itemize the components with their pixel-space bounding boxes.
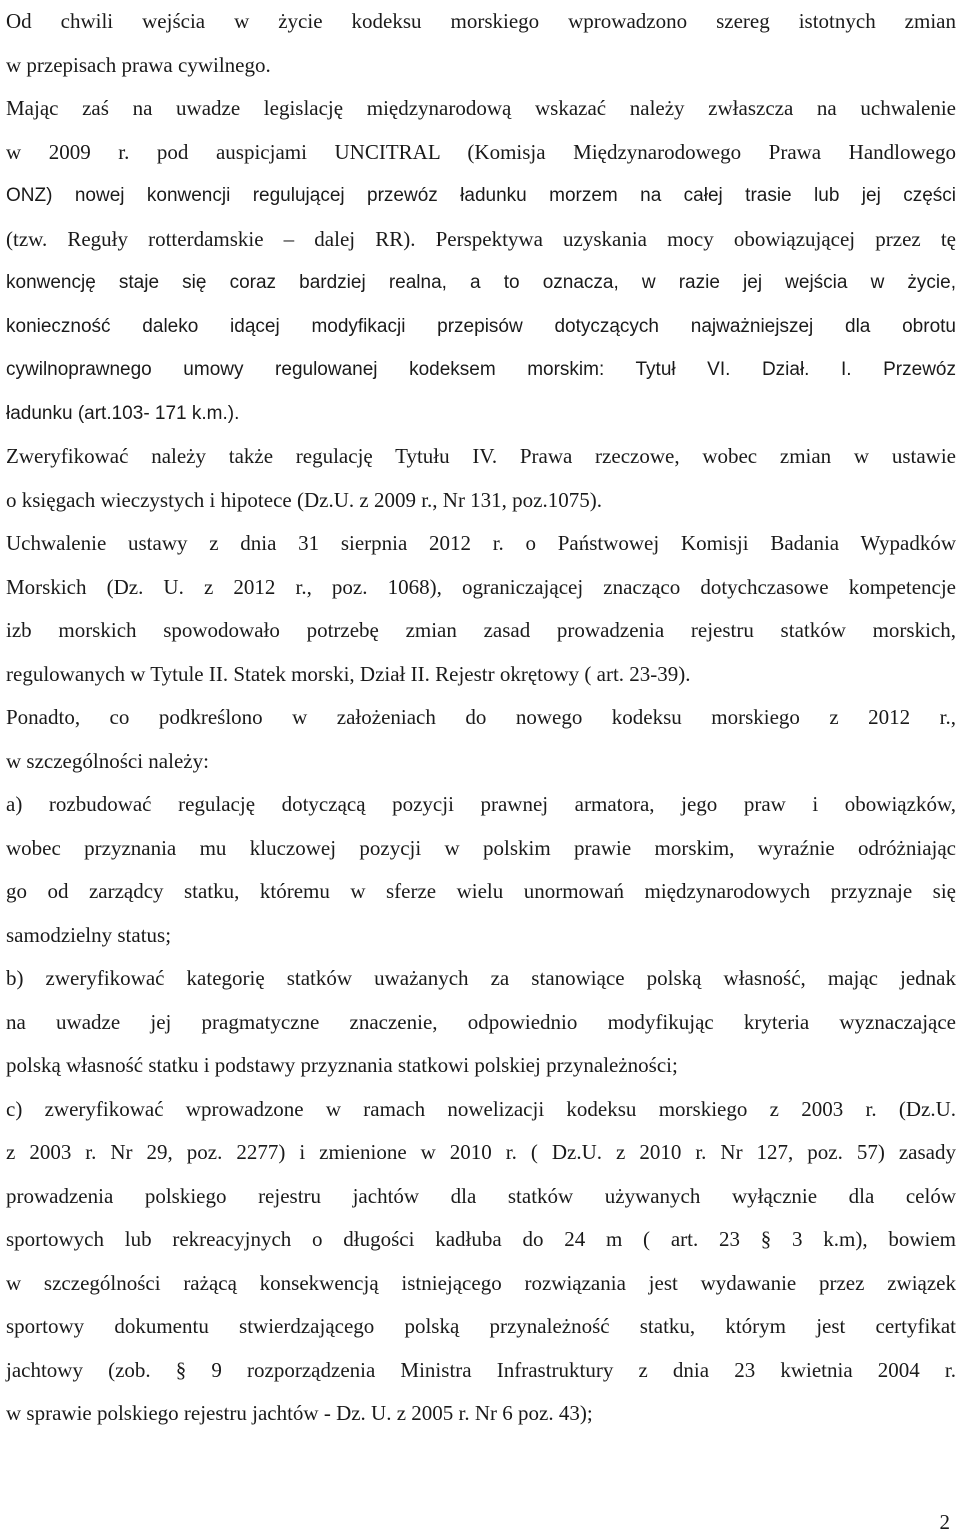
- text-line: Morskich (Dz. U. z 2012 r., poz. 1068), ograniczającej znacząco dotychczasowe kompetencje: [6, 574, 956, 599]
- text-line: z 2003 r. Nr 29, poz. 2277) i zmienione w 2010 r. ( Dz.U. z 2010 r. Nr 127, poz. 57) zasady: [6, 1140, 956, 1164]
- text-line: polską własność statku i podstawy przyznania statkowi polskiej przynależności;: [6, 1053, 678, 1077]
- text-line: ONZ) nowej konwencji regulującej przewóz ładunku morzem na całej trasie lub jej części: [6, 185, 956, 206]
- text-line: jachtowy (zob. § 9 rozporządzenia Ministra Infrastruktury z dnia 23 kwietnia 2004 r.: [6, 1357, 956, 1382]
- text-line: c) zweryfikować wprowadzone w ramach nowelizacji kodeksu morskiego z 2003 r. (Dz.U.: [6, 1096, 956, 1121]
- text-line: go od zarządcy statku, któremu w sferze wielu unormowań międzynarodowych przyznaje się: [6, 879, 956, 903]
- text-line: regulowanych w Tytule II. Statek morski, Dział II. Rejestr okrętowy ( art. 23-39).: [6, 661, 691, 686]
- text-line: Od chwili wejścia w życie kodeksu morskiego wprowadzono szereg istotnych zmian: [6, 9, 956, 33]
- text-line: sportowych lub rekreacyjnych o długości kadłuba do 24 m ( art. 23 § 3 k.m), bowiem: [6, 1227, 956, 1251]
- document-body: [6, 0, 956, 1436]
- text-line: wobec przyznania mu kluczowej pozycji w polskim prawie morskim, wyraźnie odróżniając: [6, 835, 956, 860]
- text-line: a) rozbudować regulację dotyczącą pozycji prawnej armatora, jego praw i obowiązków,: [6, 792, 956, 816]
- text-line: o księgach wieczystych i hipotece (Dz.U. z 2009 r., Nr 131, poz.1075).: [6, 487, 602, 512]
- text-line: Uchwalenie ustawy z dnia 31 sierpnia 2012 r. o Państwowej Komisji Badania Wypadków: [6, 531, 956, 555]
- text-line: izb morskich spowodowało potrzebę zmian zasad prowadzenia rejestru statków morskich,: [6, 618, 956, 642]
- text-line: ładunku (art.103- 171 k.m.).: [6, 402, 240, 424]
- text-line: prowadzenia polskiego rejestru jachtów dla statków używanych wyłącznie dla celów: [6, 1183, 956, 1208]
- text-line: samodzielny status;: [6, 922, 172, 947]
- text-line: (tzw. Reguły rotterdamskie – dalej RR). Perspektywa uzyskania mocy obowiązującej przez tę: [6, 226, 956, 251]
- text-line: Zweryfikować należy także regulację Tytułu IV. Prawa rzeczowe, wobec zmian w ustawie: [6, 444, 956, 468]
- text-line: w 2009 r. pod auspicjami UNCITRAL (Komisja Międzynarodowego Prawa Handlowego: [6, 139, 956, 164]
- text-line: w sprawie polskiego rejestru jachtów - Dz. U. z 2005 r. Nr 6 poz. 43);: [6, 1401, 593, 1425]
- text-line: sportowy dokumentu stwierdzającego polską przynależność statku, którym jest certyfikat: [6, 1314, 956, 1338]
- page-number: 2: [939, 1510, 950, 1534]
- text-line: konieczność daleko idącej modyfikacji przepisów dotyczących najważniejszej dla obrotu: [6, 315, 956, 337]
- text-line: w szczególności należy:: [6, 748, 209, 773]
- text-line: b) zweryfikować kategorię statków uważanych za stanowiące polską własność, mając jednak: [6, 966, 956, 990]
- text-line: w szczególności rażącą konsekwencją istniejącego rozwiązania jest wydawanie przez związek: [6, 1270, 956, 1295]
- text-line: cywilnoprawnego umowy regulowanej kodeksem morskim: Tytuł VI. Dział. I. Przewóz: [6, 359, 956, 380]
- text-line: konwencję staje się coraz bardziej realna, a to oznacza, w razie jej wejścia w życie,: [6, 272, 956, 293]
- text-line: Ponadto, co podkreślono w założeniach do nowego kodeksu morskiego z 2012 r.,: [6, 705, 956, 729]
- text-line: na uwadze jej pragmatyczne znaczenie, odpowiednio modyfikując kryteria wyznaczające: [6, 1009, 956, 1034]
- text-line: Mając zaś na uwadze legislację międzynarodową wskazać należy zwłaszcza na uchwalenie: [6, 96, 956, 120]
- text-line: w przepisach prawa cywilnego.: [6, 52, 271, 77]
